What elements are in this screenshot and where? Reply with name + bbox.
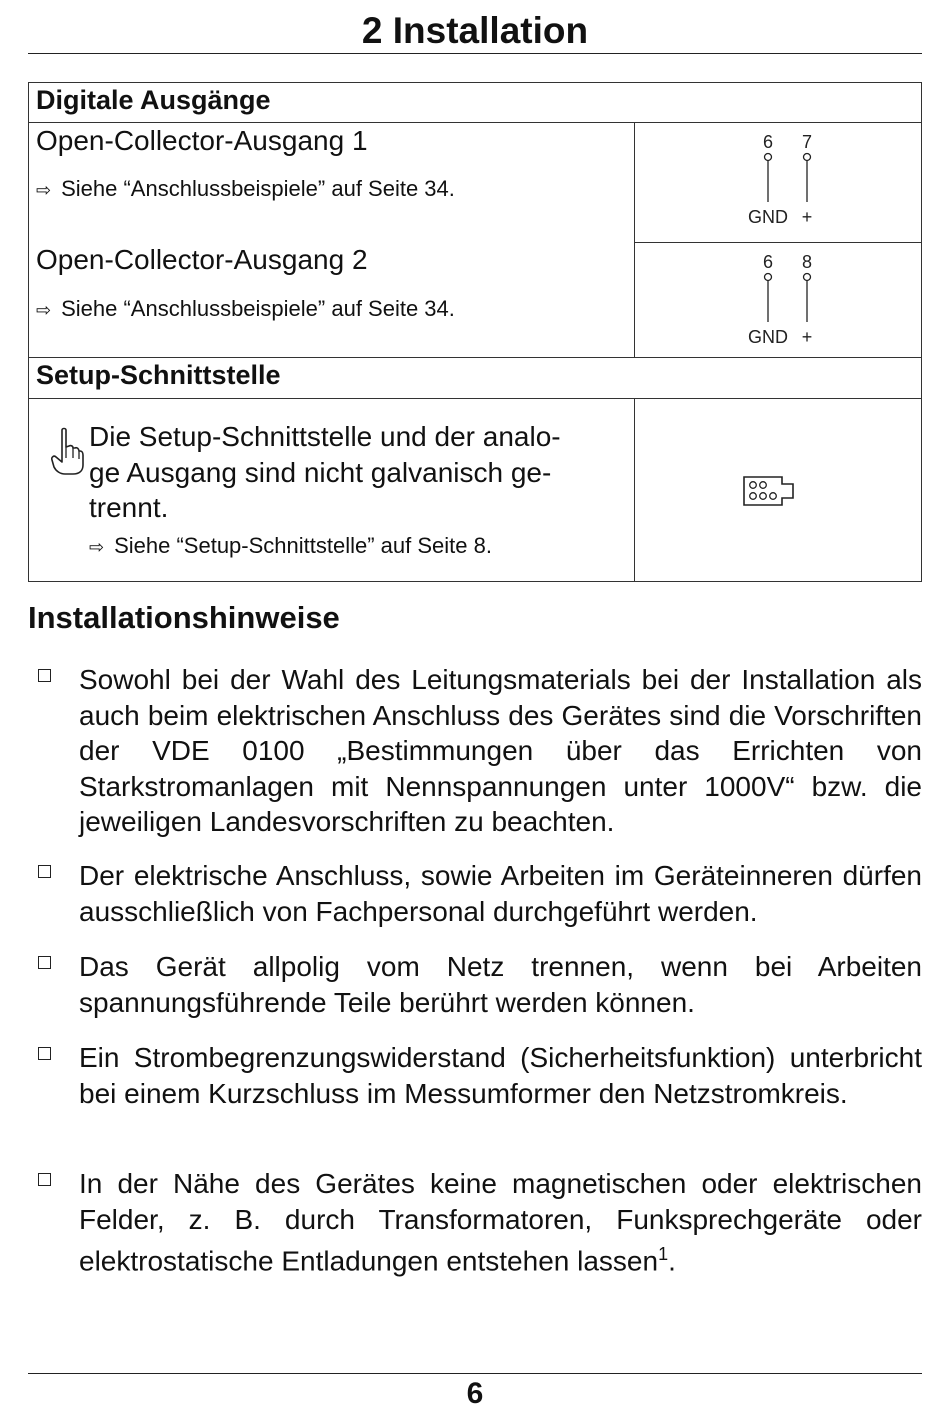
digital-outputs-title: Digitale Ausgänge: [36, 85, 271, 115]
list-item-text: [79, 1166, 922, 1279]
right-arrow-icon: ⇨: [36, 300, 52, 320]
output2-gnd-label: GND: [748, 327, 788, 347]
output1-pin-right: 7: [801, 132, 813, 152]
output1-label: Open-Collector-Ausgang 1: [36, 125, 368, 156]
setup-reference-text: Siehe “Setup-Schnittstelle” auf Seite 8.: [114, 533, 492, 558]
output2-reference[interactable]: [36, 296, 455, 322]
output1-reference[interactable]: [36, 176, 455, 202]
output1-reference-text: Siehe “Anschlussbeispiele” auf Seite 34.: [61, 176, 455, 201]
checkbox-icon: [38, 1047, 51, 1060]
setup-note-line: trennt.: [89, 492, 169, 523]
list-item: [36, 662, 922, 840]
checkbox-icon: [38, 669, 51, 682]
page-title: 2 Installation: [361, 10, 589, 51]
output2-label: Open-Collector-Ausgang 2: [36, 244, 368, 275]
checkbox-icon: [38, 865, 51, 878]
footnote-marker[interactable]: 1: [658, 1244, 669, 1264]
list-item-text: Das Gerät allpolig vom Netz trennen, wenn bei Arbeiten spannungsführende Teile berührt werden können.: [79, 951, 922, 1018]
output2-plus-label: +: [801, 327, 813, 347]
setup-connector-icon: [742, 475, 798, 513]
list-item-text: Sowohl bei der Wahl des Leitungsmaterials bei der Installation als auch beim elektrischen Anschluss des Gerätes sind die Vorschriften der VDE 0100 „Bestimmungen über das Errichten von Starkstromanlagen mit Nennspannungen unter 1000V“ bzw. die jeweiligen Landesvorschriften zu beachten.: [79, 664, 922, 837]
output1-terminal-diagram: [734, 130, 834, 238]
right-arrow-icon: ⇨: [89, 537, 105, 557]
checkbox-icon: [38, 1173, 51, 1186]
page-number: 6: [466, 1377, 484, 1410]
setup-interface-title: Setup-Schnittstelle: [36, 360, 281, 390]
list-item: [36, 949, 922, 1020]
setup-note-line: Die Setup-Schnittstelle und der analo-: [89, 421, 561, 452]
checkbox-icon: [38, 956, 51, 969]
installation-notes-heading: Installationshinweise: [28, 600, 340, 635]
output2-pin-right: 8: [801, 252, 813, 272]
setup-reference[interactable]: [89, 533, 492, 559]
list-item: [36, 858, 922, 929]
output1-pin-left: 6: [762, 132, 774, 152]
output2-pin-left: 6: [762, 252, 774, 272]
list-item: [36, 1166, 922, 1279]
pointing-hand-icon: [50, 427, 84, 477]
output2-terminal-diagram: [734, 250, 834, 358]
list-item-text-body: In der Nähe des Gerätes keine magnetischen oder elektrischen Felder, z. B. durch Transformatoren, Funksprechgeräte oder elektrostatische Entladungen entstehen lassen: [79, 1168, 922, 1277]
list-item-text: Der elektrische Anschluss, sowie Arbeiten im Geräteinneren dürfen ausschließlich von Fachpersonal durchgeführt werden.: [79, 860, 922, 927]
list-item-text-end: .: [668, 1245, 676, 1277]
list-item-text: Ein Strombegrenzungswiderstand (Sicherheitsfunktion) unterbricht bei einem Kurzschluss im Messumformer den Netzstromkreis.: [79, 1042, 922, 1109]
right-arrow-icon: ⇨: [36, 180, 52, 200]
output1-gnd-label: GND: [748, 207, 788, 227]
setup-note: [89, 419, 561, 526]
footer-rule: [28, 1373, 922, 1374]
connection-table: [28, 82, 922, 582]
setup-note-line: ge Ausgang sind nicht galvanisch ge-: [89, 456, 552, 488]
output1-plus-label: +: [801, 207, 813, 227]
header-rule: [28, 53, 922, 54]
output2-reference-text: Siehe “Anschlussbeispiele” auf Seite 34.: [61, 296, 455, 321]
list-item: [36, 1040, 922, 1111]
